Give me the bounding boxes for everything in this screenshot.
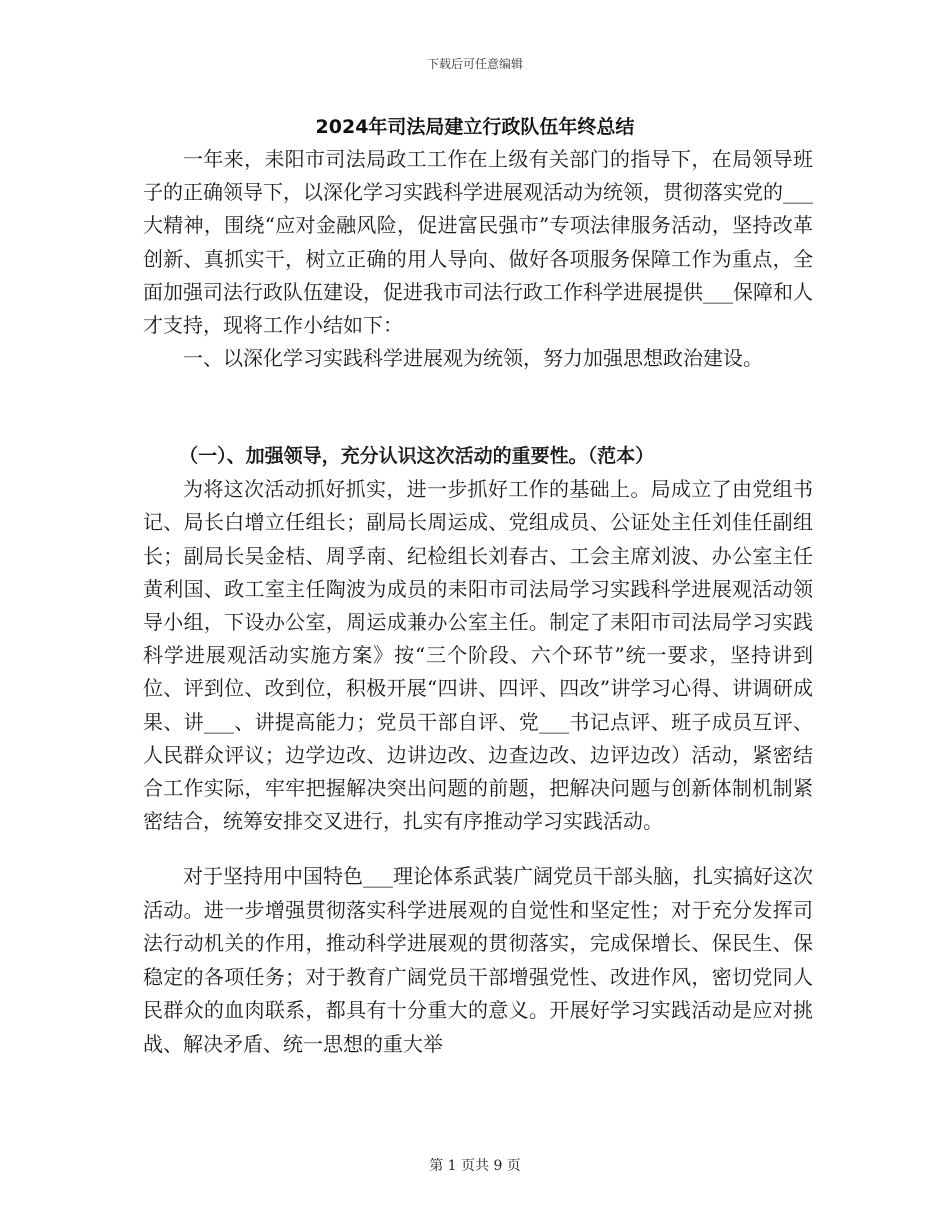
significance-block [143,860,813,1061]
section-heading-1: 一、以深化学习实践科学进展观为统领，努力加强思想政治建设。 [183,346,763,371]
page-number: 第 1 页共 9 页 [429,1158,521,1174]
intro-paragraph: 一年来，耒阳市司法局政工工作在上级有关部门的指导下，在局领导班子的正确领导下，以深化学习实践科学进展观活动为统领，贯彻落实党的___大精神，围绕“应对金融风险，促进富民强市”专项法律服务活动，坚持改革创新、真抓实干，树立正确的用人导向、做好各项服务保障工作为重点，全面加强司法行政队伍建设，促进我市司法行政工作科学进展提供___保障和人才支持，现将工作小结如下： [143,147,813,338]
body-paragraph: 为将这次活动抓好抓实，进一步抓好工作的基础上。局成立了由党组书记、局长白增立任组长；副局长周运成、党组成员、公证处主任刘佳任副组长；副局长吴金桔、周孚南、纪检组长刘春古、工会主席刘波、办公室主任黄利国、政工室主任陶波为成员的耒阳市司法局学习实践科学进展观活动领导小组，下设办公室，周运成兼办公室主任。制定了耒阳市司法局学习实践科学进展观活动实施方案》按“三个阶段、六个环节”统一要求，坚持讲到位、评到位、改到位，积极开展“四讲、四评、四改”讲学习心得、讲调研成果、讲___、讲提高能力；党员干部自评、党___书记点评、班子成员互评、人民群众评议；边学边改、边讲边改、边查边改、边评边改）活动，紧密结合工作实际，牢牢把握解决突出问题的前题，把解决问题与创新体制机制紧密结合，统筹安排交叉进行，扎实有序推动学习实践活动。 [143,477,813,834]
intro-section [143,143,813,375]
document-title: 2024年司法局建立行政队伍年终总结 [315,116,635,138]
subsection-block [143,440,813,838]
subsection-heading-1: （一）、加强领导，充分认识这次活动的重要性。（范本） [179,445,655,467]
body-paragraph: 对于坚持用中国特色___理论体系武装广阔党员干部头脑，扎实搞好这次活动。进一步增强贯彻落实科学进展观的自觉性和坚定性；对于充分发挥司法行动机关的作用，推动科学进展观的贯彻落实，完成保增长、保民生、保稳定的各项任务；对于教育广阔党员干部增强党性、改进作风，密切党同人民群众的血肉联系，都具有十分重大的意义。开展好学习实践活动是应对挑战、解决矛盾、统一思想的重大举 [143,864,813,1056]
page-header-note: 下载后可任意编辑 [426,57,523,71]
